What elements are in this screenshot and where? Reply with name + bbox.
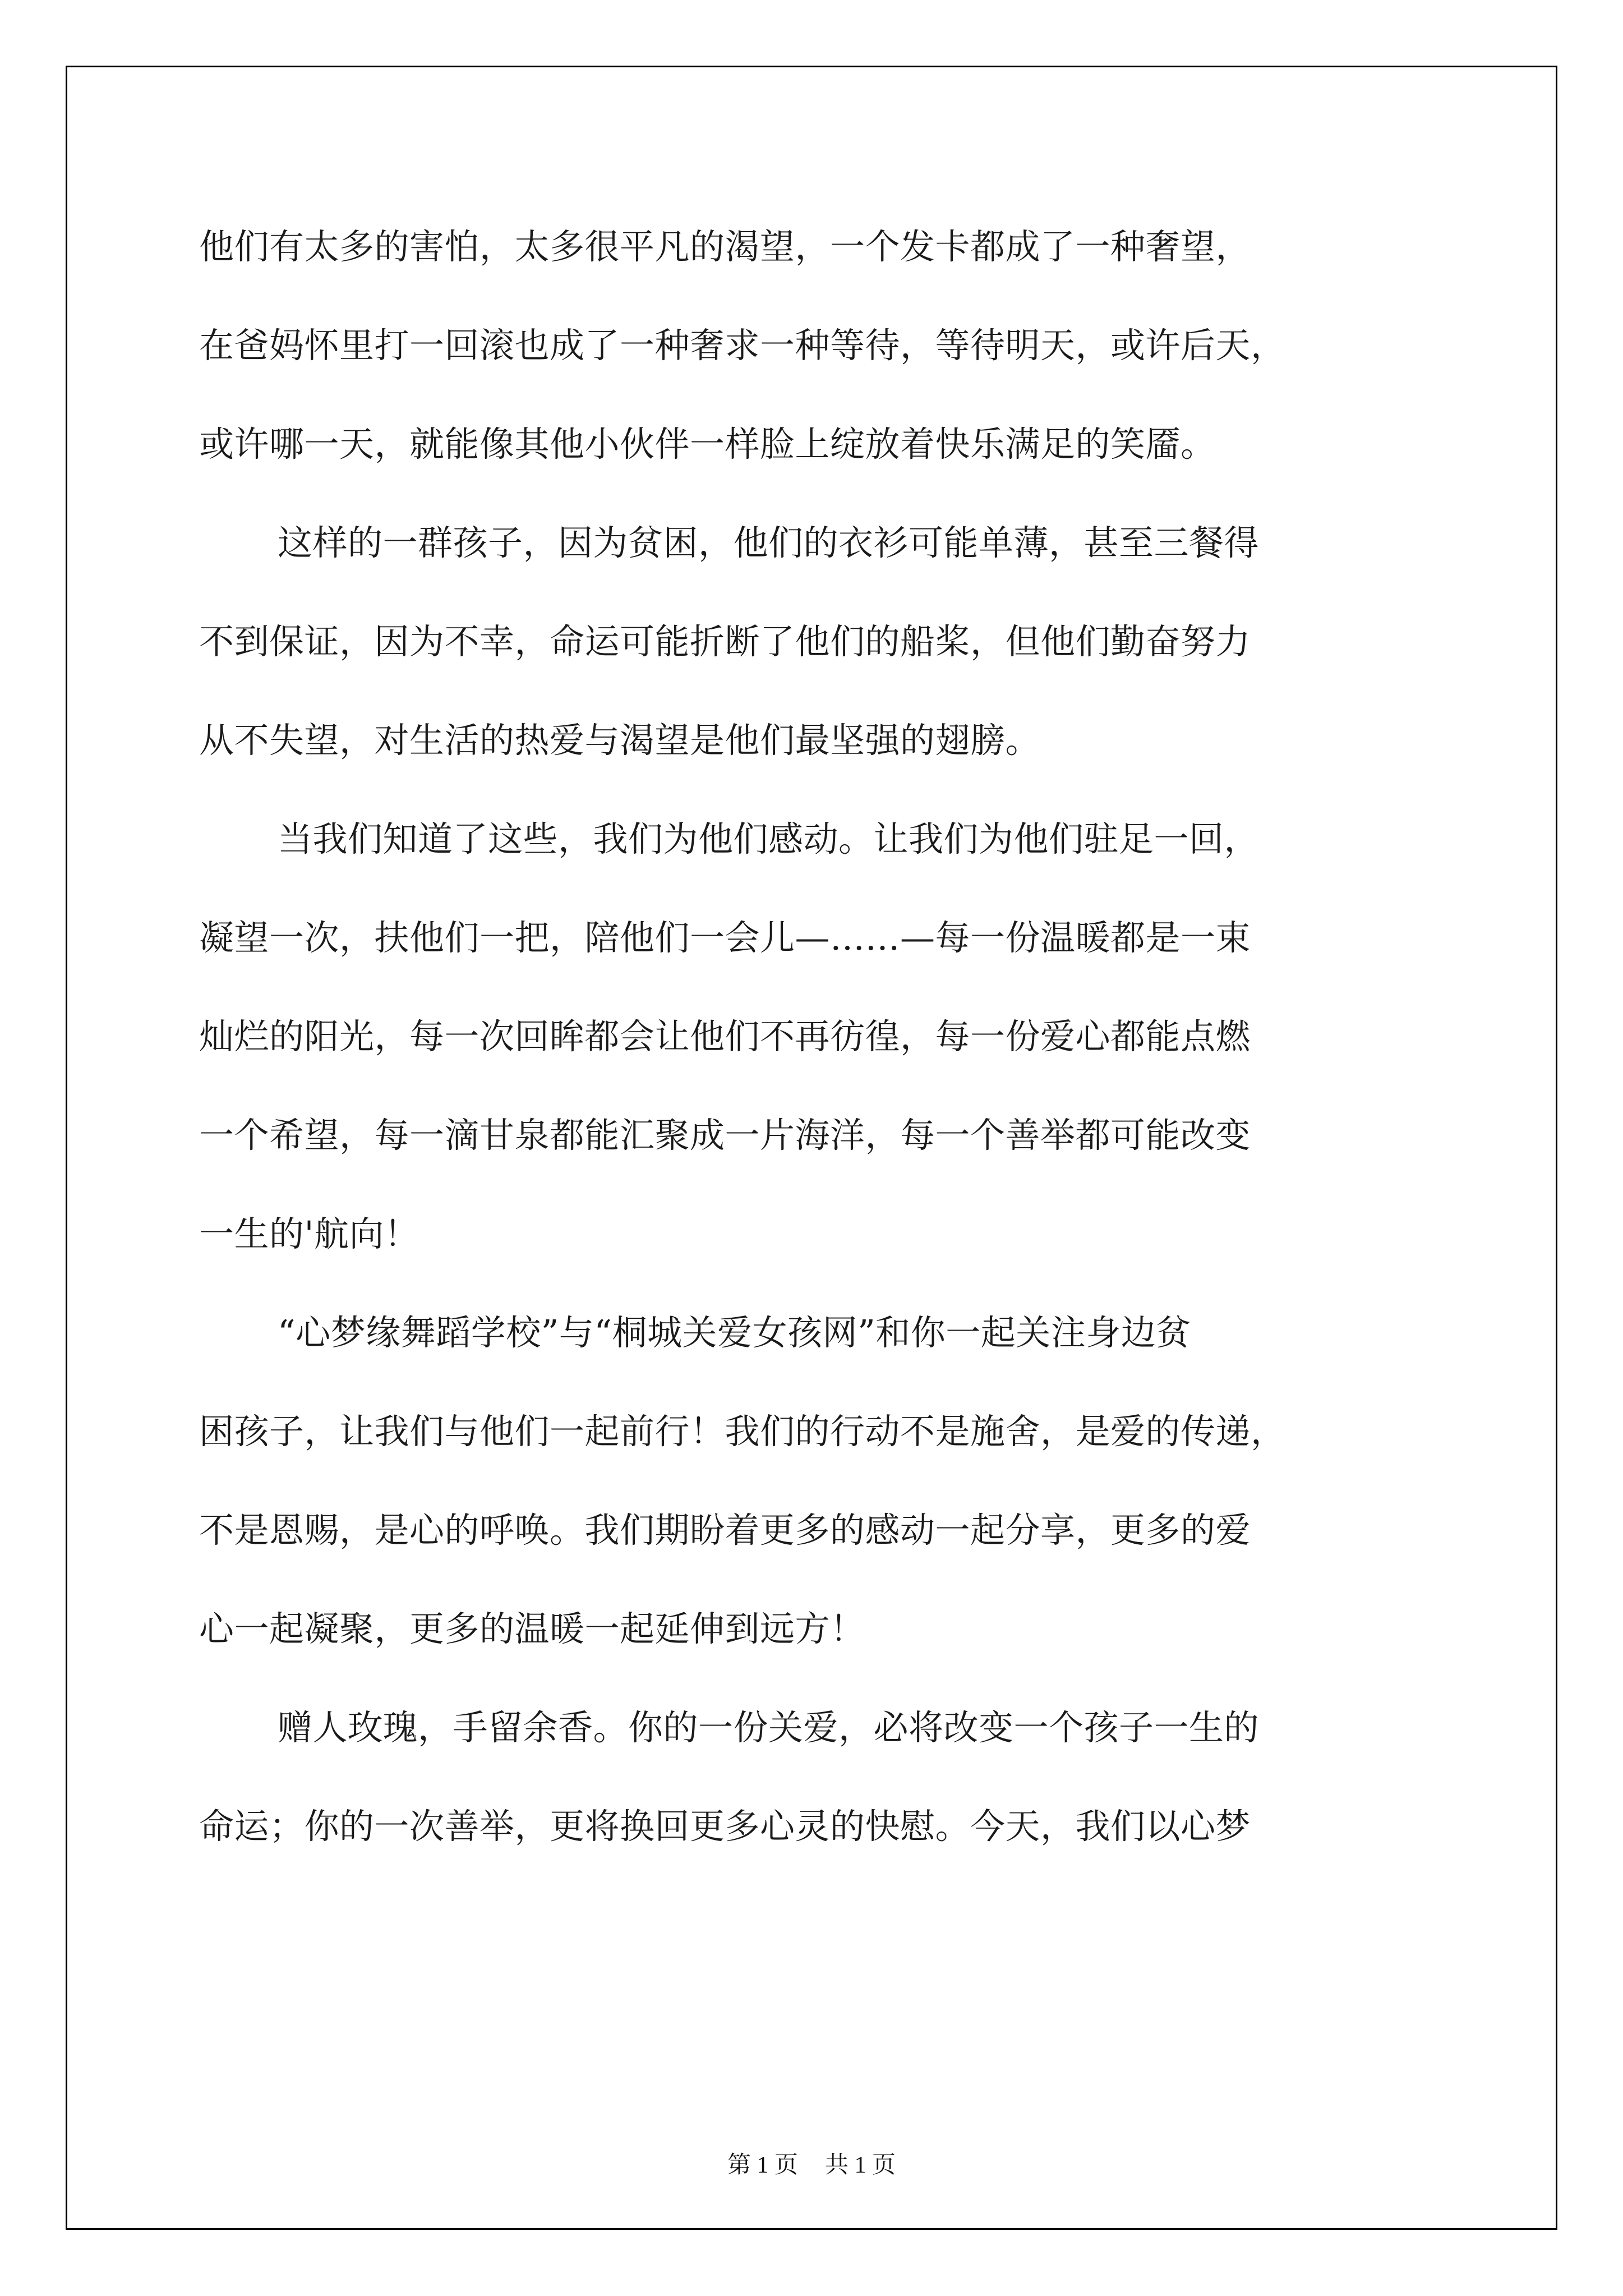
text-line: 不是恩赐，是心的呼唤。我们期盼着更多的感动一起分享，更多的爱 [199, 1510, 1251, 1550]
text-line: 他们有太多的害怕，太多很平凡的渴望，一个发卡都成了一种奢望， [199, 226, 1251, 267]
paragraph-start-line: 这样的一群孩子，因为贫困，他们的衣衫可能单薄，甚至三餐得 [278, 522, 1260, 563]
paragraph-start-line: 赠人玫瑰，手留余香。你的一份关爱，必将改变一个孩子一生的 [278, 1707, 1260, 1748]
page-number-total: 共 1 页 [825, 2152, 896, 2178]
text-line: 灿烂的阳光，每一次回眸都会让他们不再彷徨，每一份爱心都能点燃 [199, 1016, 1251, 1057]
text-line: 从不失望，对生活的热爱与渴望是他们最坚强的翅膀。 [199, 720, 1041, 761]
text-line: 凝望一次，扶他们一把，陪他们一会儿—……—每一份温暖都是一束 [199, 917, 1251, 958]
text-line: 不到保证，因为不幸，命运可能折断了他们的船桨，但他们勤奋努力 [199, 621, 1251, 662]
text-line: 心一起凝聚，更多的温暖一起延伸到远方！ [199, 1608, 865, 1649]
text-line: 一生的'航向！ [199, 1213, 419, 1254]
document-body [199, 197, 1433, 1876]
page-number-current: 第 1 页 [727, 2152, 798, 2178]
page-footer [0, 2146, 1623, 2180]
text-line: 命运；你的一次善举，更将换回更多心灵的快慰。今天，我们以心梦 [199, 1806, 1251, 1847]
text-line: 在爸妈怀里打一回滚也成了一种奢求一种等待，等待明天，或许后天， [199, 325, 1286, 366]
text-line: 困孩子，让我们与他们一起前行！我们的行动不是施舍，是爱的传递， [199, 1411, 1286, 1452]
text-line: 一个希望，每一滴甘泉都能汇聚成一片海洋，每一个善举都可能改变 [199, 1115, 1251, 1156]
paragraph-start-line: 当我们知道了这些，我们为他们感动。让我们为他们驻足一回， [278, 818, 1260, 859]
paragraph-start-line: “心梦缘舞蹈学校”与“桐城关爱女孩网”和你一起关注身边贫 [278, 1312, 1191, 1353]
text-line: 或许哪一天，就能像其他小伙伴一样脸上绽放着快乐满足的笑靥。 [199, 424, 1216, 464]
